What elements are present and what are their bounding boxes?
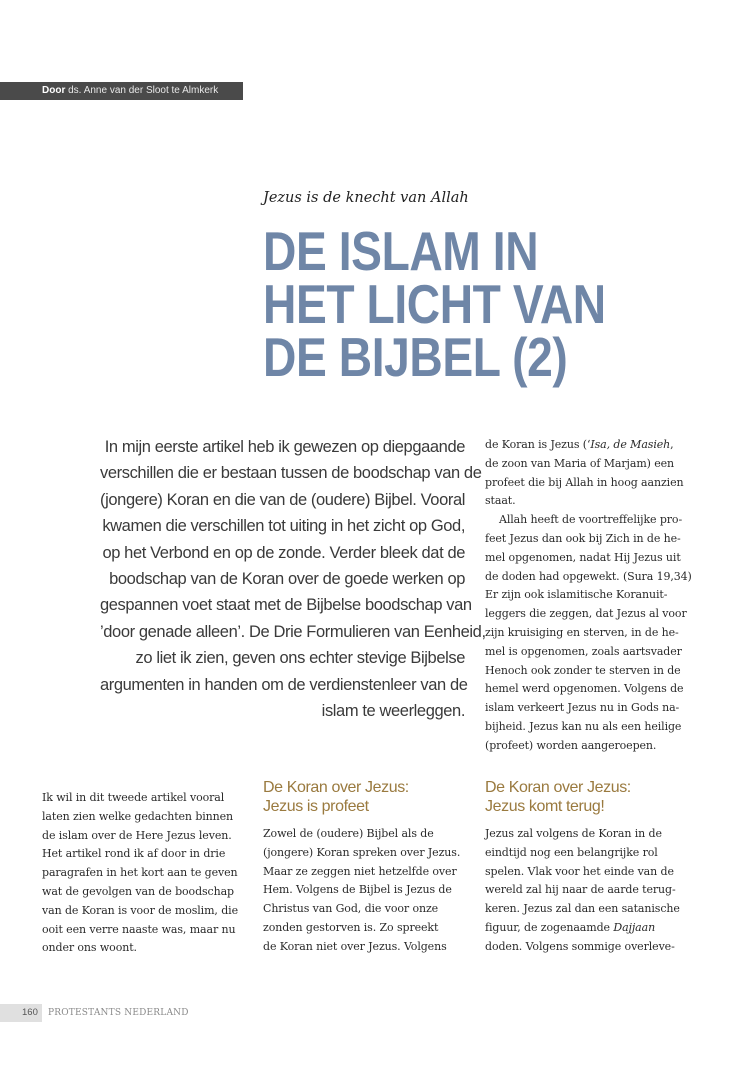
lead-line: ’door genade alleen’. De Drie Formulieren van Eenheid, bbox=[100, 622, 486, 641]
body-line: Henoch ook zonder te sterven in de bbox=[485, 663, 681, 677]
body-line: hemel werd opgenomen. Volgens de bbox=[485, 682, 684, 696]
body-line: de zoon van Maria of Marjam) een bbox=[485, 456, 675, 470]
body-line bbox=[485, 919, 690, 938]
body-line: mel opgenomen, nadat Hij Jezus uit bbox=[485, 550, 681, 564]
section-heading-jezus-is-profeet bbox=[263, 778, 409, 816]
body-line: (profeet) worden aangeroepen. bbox=[485, 738, 657, 752]
lead-line: argumenten in handen om de verdienstenleer van de bbox=[100, 675, 468, 694]
title-line: DE BIJBEL (2) bbox=[263, 326, 568, 388]
column-1 bbox=[42, 789, 247, 958]
body-line: Hem. Volgens de Bijbel is Jezus de bbox=[263, 883, 452, 897]
body-italic: Isa, de Masieh bbox=[590, 438, 671, 451]
body-text: , bbox=[670, 438, 674, 451]
body-italic: Dajjaan bbox=[613, 920, 656, 934]
lead-line: In mijn eerste artikel heb ik gewezen op diepgaande bbox=[104, 438, 465, 456]
publication-name: PROTESTANTS NEDERLAND bbox=[48, 1008, 189, 1018]
body-line: mel is opgenomen, zoals aartsvader bbox=[485, 644, 682, 658]
body-line: onder ons woont. bbox=[42, 941, 137, 955]
lead-line: islam te weerleggen. bbox=[321, 702, 465, 721]
body-line: staat. bbox=[485, 494, 516, 508]
body-line: Zowel de (oudere) Bijbel als de bbox=[263, 827, 434, 840]
column-3 bbox=[485, 825, 690, 957]
body-line: de Koran niet over Jezus. Volgens bbox=[263, 939, 447, 953]
body-line: wat de gevolgen van de boodschap bbox=[42, 884, 234, 898]
body-text: figuur, de zogenaamde bbox=[485, 920, 610, 934]
body-line: Allah heeft de voortreffelijke pro- bbox=[499, 513, 683, 527]
body-line: ooit een verre naaste was, maar nu bbox=[42, 922, 236, 936]
heading-line: De Koran over Jezus: bbox=[485, 779, 631, 796]
title-line: HET LICHT VAN bbox=[263, 273, 606, 335]
lead-line: (jongere) Koran en die van de (oudere) Bijbel. Vooral bbox=[100, 490, 465, 509]
body-line: eindtijd nog een belangrijke rol bbox=[485, 845, 658, 859]
heading-line: Jezus is profeet bbox=[263, 798, 369, 815]
byline-label: Door bbox=[42, 85, 66, 96]
body-line: zijn kruisiging en sterven, in de he- bbox=[485, 625, 679, 639]
title-line: DE ISLAM IN bbox=[263, 220, 539, 282]
body-line: doden. Volgens sommige overleve- bbox=[485, 939, 675, 953]
lead-line: kwamen die verschillen tot uiting in het zicht op God, bbox=[102, 517, 465, 536]
body-line: Er zijn ook islamitische Koranuit- bbox=[485, 588, 668, 602]
byline-bar bbox=[0, 82, 243, 100]
body-line: de islam over de Here Jezus leven. bbox=[42, 828, 232, 842]
body-line: islam verkeert Jezus nu in Gods na- bbox=[485, 701, 680, 715]
byline bbox=[42, 82, 218, 100]
body-line: zonden gestorven is. Zo spreekt bbox=[263, 920, 439, 934]
body-line: keren. Jezus zal dan een satanische bbox=[485, 902, 680, 916]
heading-line: Jezus komt terug! bbox=[485, 798, 605, 815]
lead-line: op het Verbond en op de zonde. Verder bleek dat de bbox=[102, 543, 465, 562]
body-line: feet Jezus dan ook bij Zich in de he- bbox=[485, 531, 681, 545]
body-line: Christus van God, die voor onze bbox=[263, 902, 439, 916]
body-line: (jongere) Koran spreken over Jezus. bbox=[263, 845, 461, 859]
body-line: van de Koran is voor de moslim, die bbox=[42, 903, 238, 917]
section-heading-jezus-komt-terug bbox=[485, 778, 631, 816]
body-line: profeet die bij Allah in hoog aanzien bbox=[485, 475, 684, 489]
body-line: bijheid. Jezus kan nu als een heilige bbox=[485, 719, 682, 733]
body-line bbox=[485, 436, 690, 455]
byline-author: ds. Anne van der Sloot te Almkerk bbox=[68, 85, 219, 96]
lead-paragraph bbox=[100, 434, 486, 724]
column-2 bbox=[263, 825, 468, 957]
body-line: Jezus zal volgens de Koran in de bbox=[485, 827, 662, 840]
body-line: leggers die zeggen, dat Jezus al voor bbox=[485, 607, 687, 621]
lead-line: gespannen voet staat met de Bijbelse boodschap van bbox=[100, 596, 472, 615]
article-kicker: Jezus is de knecht van Allah bbox=[263, 190, 469, 206]
body-line: de doden had opgewekt. (Sura 19,34) bbox=[485, 569, 692, 583]
lead-line: verschillen die er bestaan tussen de boodschap van de bbox=[100, 464, 482, 483]
lead-line: boodschap van de Koran over de goede werken op bbox=[109, 570, 465, 589]
lead-line: zo liet ik zien, geven ons echter stevige Bijbelse bbox=[135, 649, 465, 668]
body-line: Ik wil in dit tweede artikel vooral bbox=[42, 791, 225, 804]
body-text: de Koran is Jezus (‘ bbox=[485, 438, 591, 451]
article-title bbox=[263, 220, 606, 388]
heading-line: De Koran over Jezus: bbox=[263, 779, 409, 796]
body-line: spelen. Vlak voor het einde van de bbox=[485, 864, 674, 878]
body-line: wereld zal hij naar de aarde terug- bbox=[485, 883, 676, 897]
body-line: paragrafen in het kort aan te geven bbox=[42, 866, 238, 880]
body-line: laten zien welke gedachten binnen bbox=[42, 809, 234, 823]
body-line: Maar ze zeggen niet hetzelfde over bbox=[263, 864, 457, 878]
page-number: 160 bbox=[22, 1007, 38, 1018]
body-line: Het artikel rond ik af door in drie bbox=[42, 847, 226, 861]
right-column-top bbox=[485, 436, 690, 756]
